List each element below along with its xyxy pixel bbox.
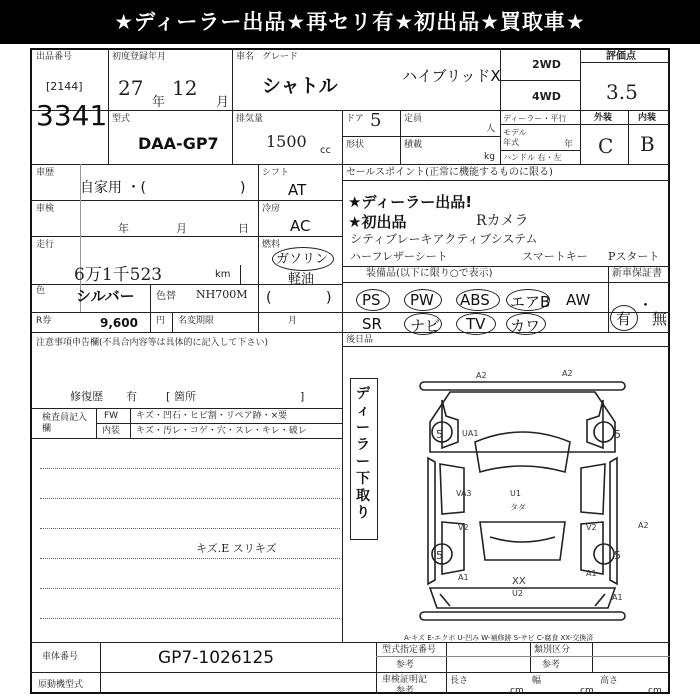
model-label: 型式	[112, 114, 131, 124]
score-value: 3.5	[606, 80, 638, 104]
damage-label: A2	[476, 371, 487, 380]
car-name: シャトル	[262, 75, 338, 97]
damage-label: A1	[612, 593, 623, 602]
handle-label: ハンドル 右・左	[503, 153, 562, 162]
location-open: [	[166, 390, 171, 403]
eq-ps: PS	[362, 291, 381, 309]
dealer-label: ディーラー・平行	[503, 114, 567, 123]
eq-airbag: エアB	[510, 293, 551, 311]
damage-label: A1	[586, 569, 597, 578]
color-value: シルバー	[76, 287, 135, 305]
warranty-dot: ・	[638, 296, 654, 314]
length-label: 長さ	[450, 676, 469, 686]
model-value: DAA-GP7	[138, 134, 219, 153]
reg-year: 27	[118, 76, 144, 100]
model-year-label: モデル年式	[503, 128, 527, 147]
eq-pw: PW	[410, 291, 434, 309]
mileage-unit: km	[215, 269, 231, 280]
fuel-paren-close: )	[326, 290, 332, 306]
shift-value: AT	[288, 181, 307, 199]
damage-label: A1	[458, 573, 469, 582]
warranty-yes: 有	[616, 310, 632, 328]
reg-year-unit: 年	[152, 95, 166, 110]
disp-value: 1500	[266, 132, 307, 151]
cert-label: 車検証明記	[382, 675, 428, 685]
inspect-label: 車検	[36, 204, 55, 214]
type-no-label: 型式指定番号	[382, 645, 437, 655]
sales-line-2: ★初出品	[348, 213, 407, 231]
load-unit: kg	[484, 152, 495, 162]
damage-label: 5	[436, 549, 443, 562]
inspect-year-unit: 年	[118, 222, 129, 235]
load-label: 積載	[404, 140, 423, 150]
interior-text: キズ・汚レ・コゲ・穴・スレ・キレ・破レ	[136, 426, 307, 436]
repair-value: 有	[126, 390, 137, 403]
car-diagram	[380, 362, 670, 630]
height-label: 高さ	[600, 676, 619, 686]
history-value: 自家用 ・(	[80, 180, 146, 196]
title-change-month: 月	[288, 316, 298, 326]
width-unit: cm	[580, 686, 594, 696]
damage-label: UA1	[462, 429, 479, 438]
damage-label: 5	[436, 428, 443, 441]
damage-label: XX	[512, 576, 526, 587]
ac-label: 冷房	[262, 204, 281, 214]
engine-label: 原動機型式	[38, 680, 84, 690]
disp-unit: cc	[320, 145, 331, 156]
mileage-value: 6万1千523	[74, 265, 163, 285]
grade-label: グレード	[262, 52, 299, 62]
fuel-paren-open: (	[266, 290, 272, 306]
eq-tv: TV	[466, 315, 486, 333]
damage-label: U2	[512, 589, 523, 598]
length-unit: cm	[510, 686, 524, 696]
eq-aw: AW	[566, 291, 591, 309]
recycle-label: R券	[36, 316, 52, 326]
inspect-month-unit: 月	[176, 222, 187, 235]
lot-sub: [2144]	[46, 80, 83, 93]
reg-month: 12	[172, 76, 198, 100]
reg-label: 初度登録年月	[112, 52, 167, 62]
eq-sr: SR	[362, 315, 382, 333]
cert-ref: 参考	[396, 686, 415, 696]
door-value: 5	[370, 110, 382, 131]
warranty-label: 新車保証書	[612, 268, 662, 279]
damage-legend: A-キズ E-エクボ U-凹み W-補修跡 S-サビ C-腐食 XX-交換済	[404, 634, 594, 642]
ac-value: AC	[290, 217, 311, 235]
score-label: 評価点	[606, 51, 636, 62]
ext-grade: C	[598, 134, 614, 158]
history-label: 車歴	[36, 168, 55, 178]
drive-4wd: 4WD	[532, 90, 561, 103]
type-no-ref: 参考	[396, 660, 415, 670]
vin-label: 車体番号	[42, 652, 79, 662]
width-label: 幅	[532, 676, 542, 686]
eq-abs: ABS	[460, 291, 490, 309]
mileage-label: 走行	[36, 240, 55, 250]
equipment-label: 装備品(以下に限り○で表示)	[366, 268, 493, 279]
disp-label: 排気量	[236, 114, 264, 124]
sales-label: セールスポイント(正常に機能するものに限る)	[346, 167, 553, 178]
class-ref: 参考	[542, 660, 561, 670]
fuel-gasoline: ガソリン	[276, 252, 329, 267]
grade-value: ハイブリッドX	[402, 67, 501, 85]
notes-label: 注意事項申告欄(不具合内容等は具体的に記入して下さい)	[36, 338, 269, 348]
banner-title: ★ディーラー出品★再セリ有★初出品★買取車★	[0, 0, 700, 44]
interior-label: 内装	[102, 426, 121, 436]
fw-label: FW	[104, 411, 119, 421]
warranty-no: 無	[652, 310, 668, 328]
dealer-stamp: ディーラー下取り	[356, 386, 370, 521]
damage-label: V2	[458, 523, 469, 532]
name-label: 車名	[236, 52, 255, 62]
lot-number: 3341	[36, 99, 108, 132]
cap-label: 定員	[404, 114, 423, 124]
repair-label: 修復歴	[70, 390, 103, 403]
damage-label: U1	[510, 489, 521, 498]
sales-line-3: Rカメラ	[476, 213, 529, 229]
inspector-label: 検査員記入欄	[42, 413, 88, 434]
shape-label: 形状	[346, 140, 365, 150]
recycle-yen: 円	[156, 316, 166, 326]
cap-unit: 人	[486, 124, 496, 134]
shift-label: シフト	[262, 168, 290, 178]
color-label: 色	[36, 286, 46, 296]
sales-line-5: ハーフレザーシート	[350, 250, 448, 263]
damage-label: 5	[614, 549, 621, 562]
fuel-diesel: 軽油	[288, 272, 315, 287]
class-label: 類別区分	[534, 645, 571, 655]
height-unit: cm	[648, 686, 662, 696]
sales-line-7: Pスタート	[608, 250, 660, 263]
repaint-label: 色替	[156, 291, 176, 302]
recycle-fee: 9,600	[100, 316, 138, 330]
title-change-label: 名変期限	[178, 316, 215, 326]
damage-label: タダ	[510, 503, 526, 512]
sales-line-6: スマートキー	[522, 250, 588, 263]
later-label: 後日品	[346, 335, 374, 345]
vin-value: GP7-1026125	[158, 648, 275, 668]
fuel-label: 燃料	[262, 240, 281, 250]
damage-label: 5	[614, 428, 621, 441]
ext-label: 外装	[594, 113, 613, 123]
eq-navi: ナビ	[410, 317, 441, 335]
damage-label: A2	[638, 521, 649, 530]
door-label: ドア	[346, 114, 364, 124]
damage-label: V2	[586, 523, 597, 532]
eq-leather: カワ	[510, 317, 541, 335]
model-year-unit: 年	[564, 140, 574, 150]
notes-handwritten: キズ.E スリキズ	[196, 542, 277, 555]
int-label: 内装	[638, 113, 657, 123]
damage-label: VA3	[456, 489, 472, 498]
lot-label: 出品番号	[36, 52, 73, 62]
damage-label: A2	[562, 369, 573, 378]
location-label: 箇所	[174, 390, 196, 403]
int-grade: B	[640, 132, 655, 156]
sales-line-1: ★ディーラー出品!	[348, 193, 473, 211]
drive-2wd: 2WD	[532, 58, 561, 71]
sales-line-4: シティブレーキアクティブシステム	[350, 232, 538, 246]
fw-text: キズ・凹石・ヒビ割・リペア跡・×要	[136, 411, 288, 421]
reg-month-unit: 月	[216, 95, 230, 110]
inspect-day-unit: 日	[238, 222, 249, 235]
location-close: ]	[300, 390, 305, 403]
color-code: NH700M	[196, 288, 248, 301]
history-close: )	[240, 180, 246, 196]
